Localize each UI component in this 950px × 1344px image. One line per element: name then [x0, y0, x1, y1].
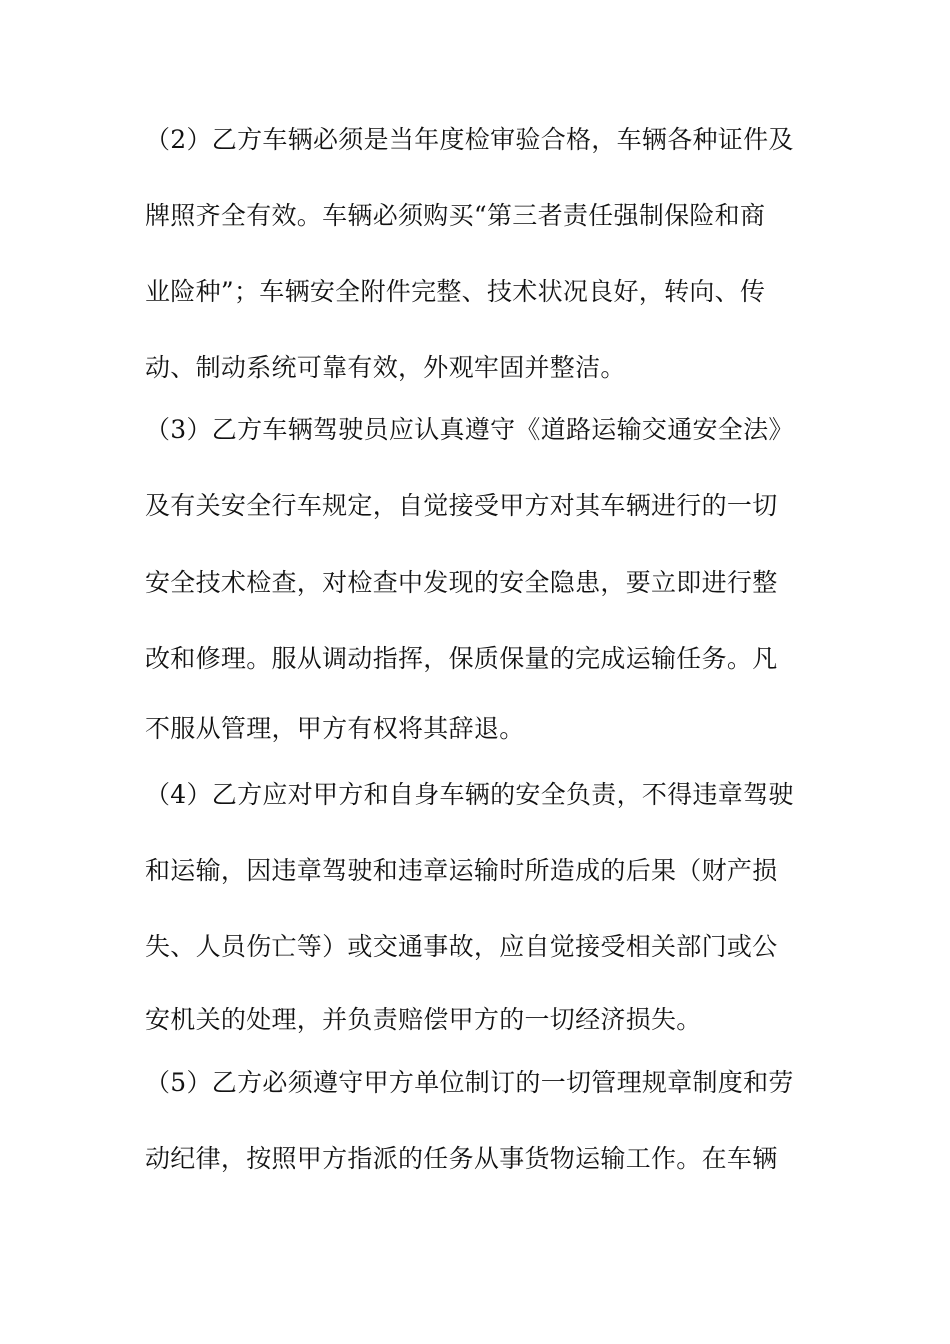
text-line: 动、制动系统可靠有效，外观牢固并整洁。 [145, 353, 626, 382]
text-line: 安全技术检查，对检查中发现的安全隐患，要立即进行整 [145, 568, 778, 597]
text-line: 改和修理。服从调动指挥，保质保量的完成运输任务。凡 [145, 644, 778, 673]
text-line: 业险种”；车辆安全附件完整、技术状况良好，转向、传 [145, 277, 766, 306]
text-line: （5）乙方必须遵守甲方单位制订的一切管理规章制度和劳 [145, 1068, 794, 1097]
text-line: 牌照齐全有效。车辆必须购买“第三者责任强制保险和商 [145, 201, 766, 230]
text-line: （3）乙方车辆驾驶员应认真遵守《道路运输交通安全法》 [145, 415, 794, 444]
text-line: 动纪律，按照甲方指派的任务从事货物运输工作。在车辆 [145, 1144, 778, 1173]
text-line: 不服从管理，甲方有权将其辞退。 [145, 714, 525, 743]
text-line: 安机关的处理，并负责赔偿甲方的一切经济损失。 [145, 1005, 702, 1034]
text-line: 失、人员伤亡等）或交通事故，应自觉接受相关部门或公 [145, 932, 778, 961]
text-line: 和运输，因违章驾驶和违章运输时所造成的后果（财产损 [145, 856, 778, 885]
text-line: （4）乙方应对甲方和自身车辆的安全负责，不得违章驾驶 [145, 780, 794, 809]
text-line: （2）乙方车辆必须是当年度检审验合格，车辆各种证件及 [145, 125, 794, 154]
text-line: 及有关安全行车规定，自觉接受甲方对其车辆进行的一切 [145, 491, 778, 520]
